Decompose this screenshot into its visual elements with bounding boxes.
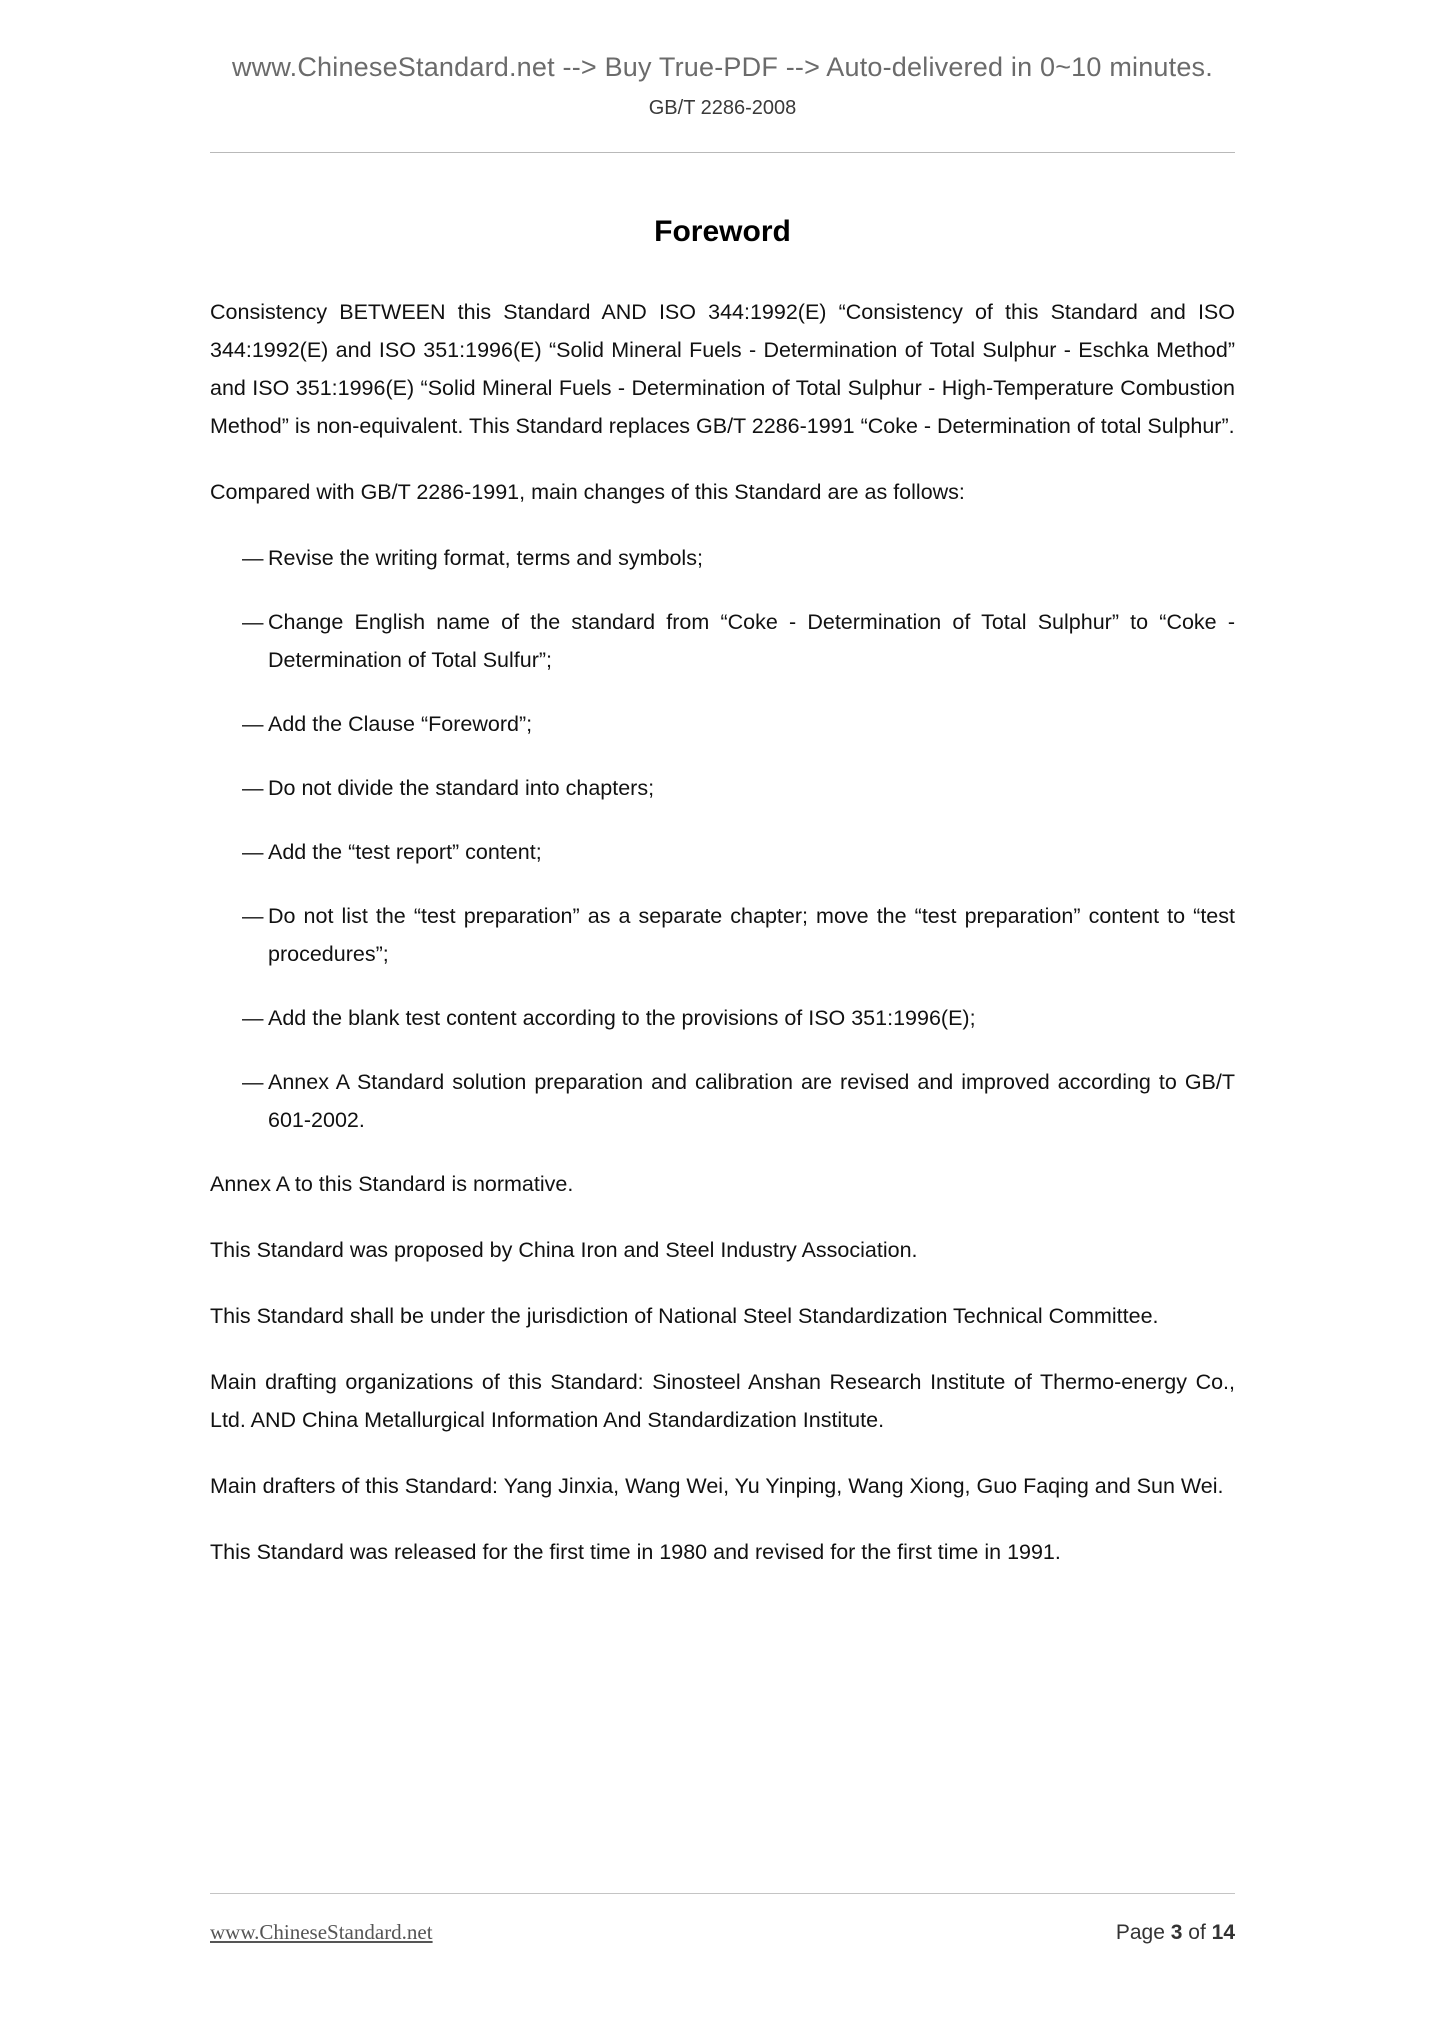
footer-page-total: 14	[1211, 1921, 1235, 1944]
list-item-label: Change English name of the standard from “Coke - Determination of Total Sulphur” to “Coke - Determination of Total Sulfur”;	[268, 610, 1235, 672]
paragraph-release-history: This Standard was released for the first time in 1980 and revised for the first time in 1991.	[210, 1540, 1061, 1564]
list-item-label: Add the blank test content according to the provisions of ISO 351:1996(E);	[268, 1006, 976, 1030]
footer-divider	[210, 1893, 1235, 1894]
footer-page-number	[1116, 1921, 1235, 1945]
list-item-label: Do not list the “test preparation” as a separate chapter; move the “test preparation” content to “test procedures”;	[268, 904, 1235, 966]
em-dash-marker: —	[242, 904, 264, 928]
list-item-label: Revise the writing format, terms and symbols;	[268, 546, 703, 570]
paragraph-drafters: Main drafters of this Standard: Yang Jinxia, Wang Wei, Yu Yinping, Wang Xiong, Guo Faqing and Sun Wei.	[210, 1474, 1224, 1498]
paragraph-drafting-organizations: Main drafting organizations of this Standard: Sinosteel Anshan Research Institute of Thermo-energy Co., Ltd. AND China Metallurgical Information And Standardization Institute.	[210, 1370, 1235, 1432]
em-dash-marker: —	[242, 546, 264, 570]
list-item-label: Annex A Standard solution preparation and calibration are revised and improved according to GB/T 601-2002.	[268, 1070, 1235, 1132]
em-dash-marker: —	[242, 1006, 264, 1030]
em-dash-marker: —	[242, 840, 264, 864]
list-item-label: Add the “test report” content;	[268, 840, 542, 864]
em-dash-marker: —	[242, 776, 264, 800]
em-dash-marker: —	[242, 610, 264, 634]
header-promo-text: www.ChineseStandard.net --> Buy True-PDF --> Auto-delivered in 0~10 minutes.	[232, 52, 1213, 82]
changes-list	[210, 539, 1235, 1139]
document-content	[210, 215, 1235, 1599]
header-standard-number: GB/T 2286-2008	[648, 97, 797, 119]
footer-site-link[interactable]: www.ChineseStandard.net	[210, 1920, 433, 1944]
paragraph-compared-with: Compared with GB/T 2286-1991, main changes of this Standard are as follows:	[210, 480, 965, 504]
paragraph-consistency: Consistency BETWEEN this Standard AND ISO 344:1992(E) “Consistency of this Standard and ISO 344:1992(E) and ISO 351:1996(E) “Solid Mineral Fuels - Determination of Total Sulphur - Eschka Method” and ISO 351:1996(E) “Solid Mineral Fuels - Determination of Total Sulphur - High-Temperature Combustion Method” is non-equivalent. This Standard replaces GB/T 2286-1991 “Coke - Determination of total Sulphur”.	[210, 300, 1235, 438]
page-header	[0, 52, 1445, 120]
list-item	[210, 833, 1235, 871]
header-divider	[210, 152, 1235, 153]
em-dash-marker: —	[242, 712, 264, 736]
list-item	[210, 603, 1235, 679]
list-item	[210, 769, 1235, 807]
list-item	[210, 705, 1235, 743]
list-item-label: Add the Clause “Foreword”;	[268, 712, 533, 736]
paragraph-jurisdiction: This Standard shall be under the jurisdiction of National Steel Standardization Technical Committee.	[210, 1304, 1159, 1328]
em-dash-marker: —	[242, 1070, 264, 1094]
list-item	[210, 539, 1235, 577]
page-title: Foreword	[654, 215, 791, 248]
list-item	[210, 897, 1235, 973]
footer-page-of: of	[1188, 1921, 1206, 1944]
paragraph-annex-normative: Annex A to this Standard is normative.	[210, 1172, 574, 1196]
list-item-label: Do not divide the standard into chapters;	[268, 776, 655, 800]
list-item	[210, 999, 1235, 1037]
footer-page-prefix: Page	[1115, 1921, 1165, 1944]
list-item	[210, 1063, 1235, 1139]
footer-page-current: 3	[1170, 1921, 1183, 1944]
page-footer	[210, 1920, 1235, 1945]
paragraph-proposed-by: This Standard was proposed by China Iron and Steel Industry Association.	[210, 1238, 918, 1262]
